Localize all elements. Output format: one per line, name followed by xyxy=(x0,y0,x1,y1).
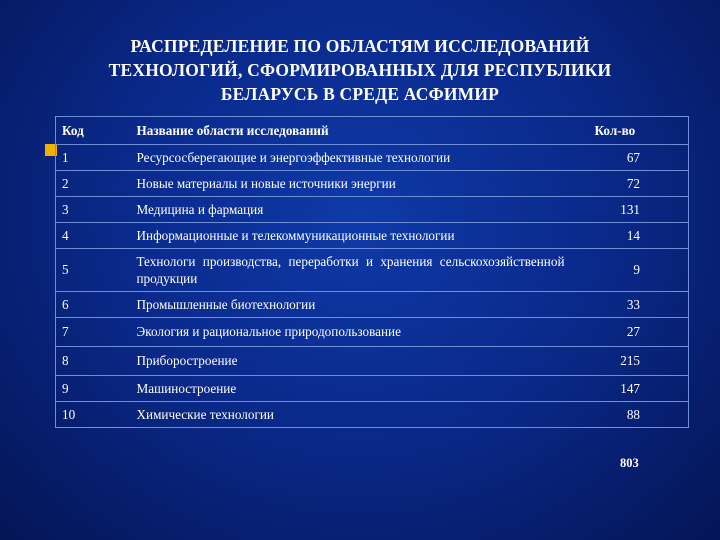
page-title xyxy=(40,34,680,106)
table-row xyxy=(56,292,689,318)
cell-name: Новые материалы и новые источники энергии xyxy=(131,171,571,197)
cell-count: 147 xyxy=(571,376,689,402)
table-row xyxy=(56,145,689,171)
total-count: 803 xyxy=(620,456,639,470)
cell-count: 67 xyxy=(571,145,689,171)
cell-count: 215 xyxy=(571,347,689,376)
cell-count: 33 xyxy=(571,292,689,318)
table-row xyxy=(56,223,689,249)
cell-name: Медицина и фармация xyxy=(131,197,571,223)
cell-code: 2 xyxy=(56,171,131,197)
cell-name: Химические технологии xyxy=(131,402,571,428)
title-line-2: ТЕХНОЛОГИЙ, СФОРМИРОВАННЫХ ДЛЯ РЕСПУБЛИКИ xyxy=(108,60,612,80)
cell-code: 1 xyxy=(56,145,131,171)
header-code: Код xyxy=(56,117,131,145)
table-row xyxy=(56,197,689,223)
cell-code: 10 xyxy=(56,402,131,428)
cell-code: 8 xyxy=(56,347,131,376)
cell-count: 14 xyxy=(571,223,689,249)
cell-name: Информационные и телекоммуникационные технологии xyxy=(131,223,571,249)
cell-count: 27 xyxy=(571,318,689,347)
cell-code: 3 xyxy=(56,197,131,223)
cell-name: Ресурсосберегающие и энергоэффективные технологии xyxy=(131,145,571,171)
table-row xyxy=(56,347,689,376)
header-name: Название области исследований xyxy=(131,117,571,145)
cell-name: Технологи производства, переработки и хранения сельскохозяйственной продукции xyxy=(131,249,571,292)
table-header-row xyxy=(56,117,689,145)
cell-name: Машиностроение xyxy=(131,376,571,402)
cell-code: 5 xyxy=(56,249,131,292)
cell-count: 131 xyxy=(571,197,689,223)
table-row xyxy=(56,376,689,402)
cell-name: Экология и рациональное природопользование xyxy=(131,318,571,347)
cell-code: 4 xyxy=(56,223,131,249)
cell-count: 72 xyxy=(571,171,689,197)
title-line-1: РАСПРЕДЕЛЕНИЕ ПО ОБЛАСТЯМ ИССЛЕДОВАНИЙ xyxy=(130,36,590,56)
cell-count: 88 xyxy=(571,402,689,428)
title-line-3: БЕЛАРУСЬ В СРЕДЕ АСФИМИР xyxy=(220,84,500,104)
table-row xyxy=(56,318,689,347)
cell-name: Приборостроение xyxy=(131,347,571,376)
cell-code: 6 xyxy=(56,292,131,318)
research-areas-table xyxy=(55,116,689,428)
cell-count: 9 xyxy=(571,249,689,292)
table-row xyxy=(56,171,689,197)
cell-code: 7 xyxy=(56,318,131,347)
table-row xyxy=(56,402,689,428)
cell-code: 9 xyxy=(56,376,131,402)
header-count: Кол-во xyxy=(571,117,689,145)
table-row xyxy=(56,249,689,292)
cell-name: Промышленные биотехнологии xyxy=(131,292,571,318)
